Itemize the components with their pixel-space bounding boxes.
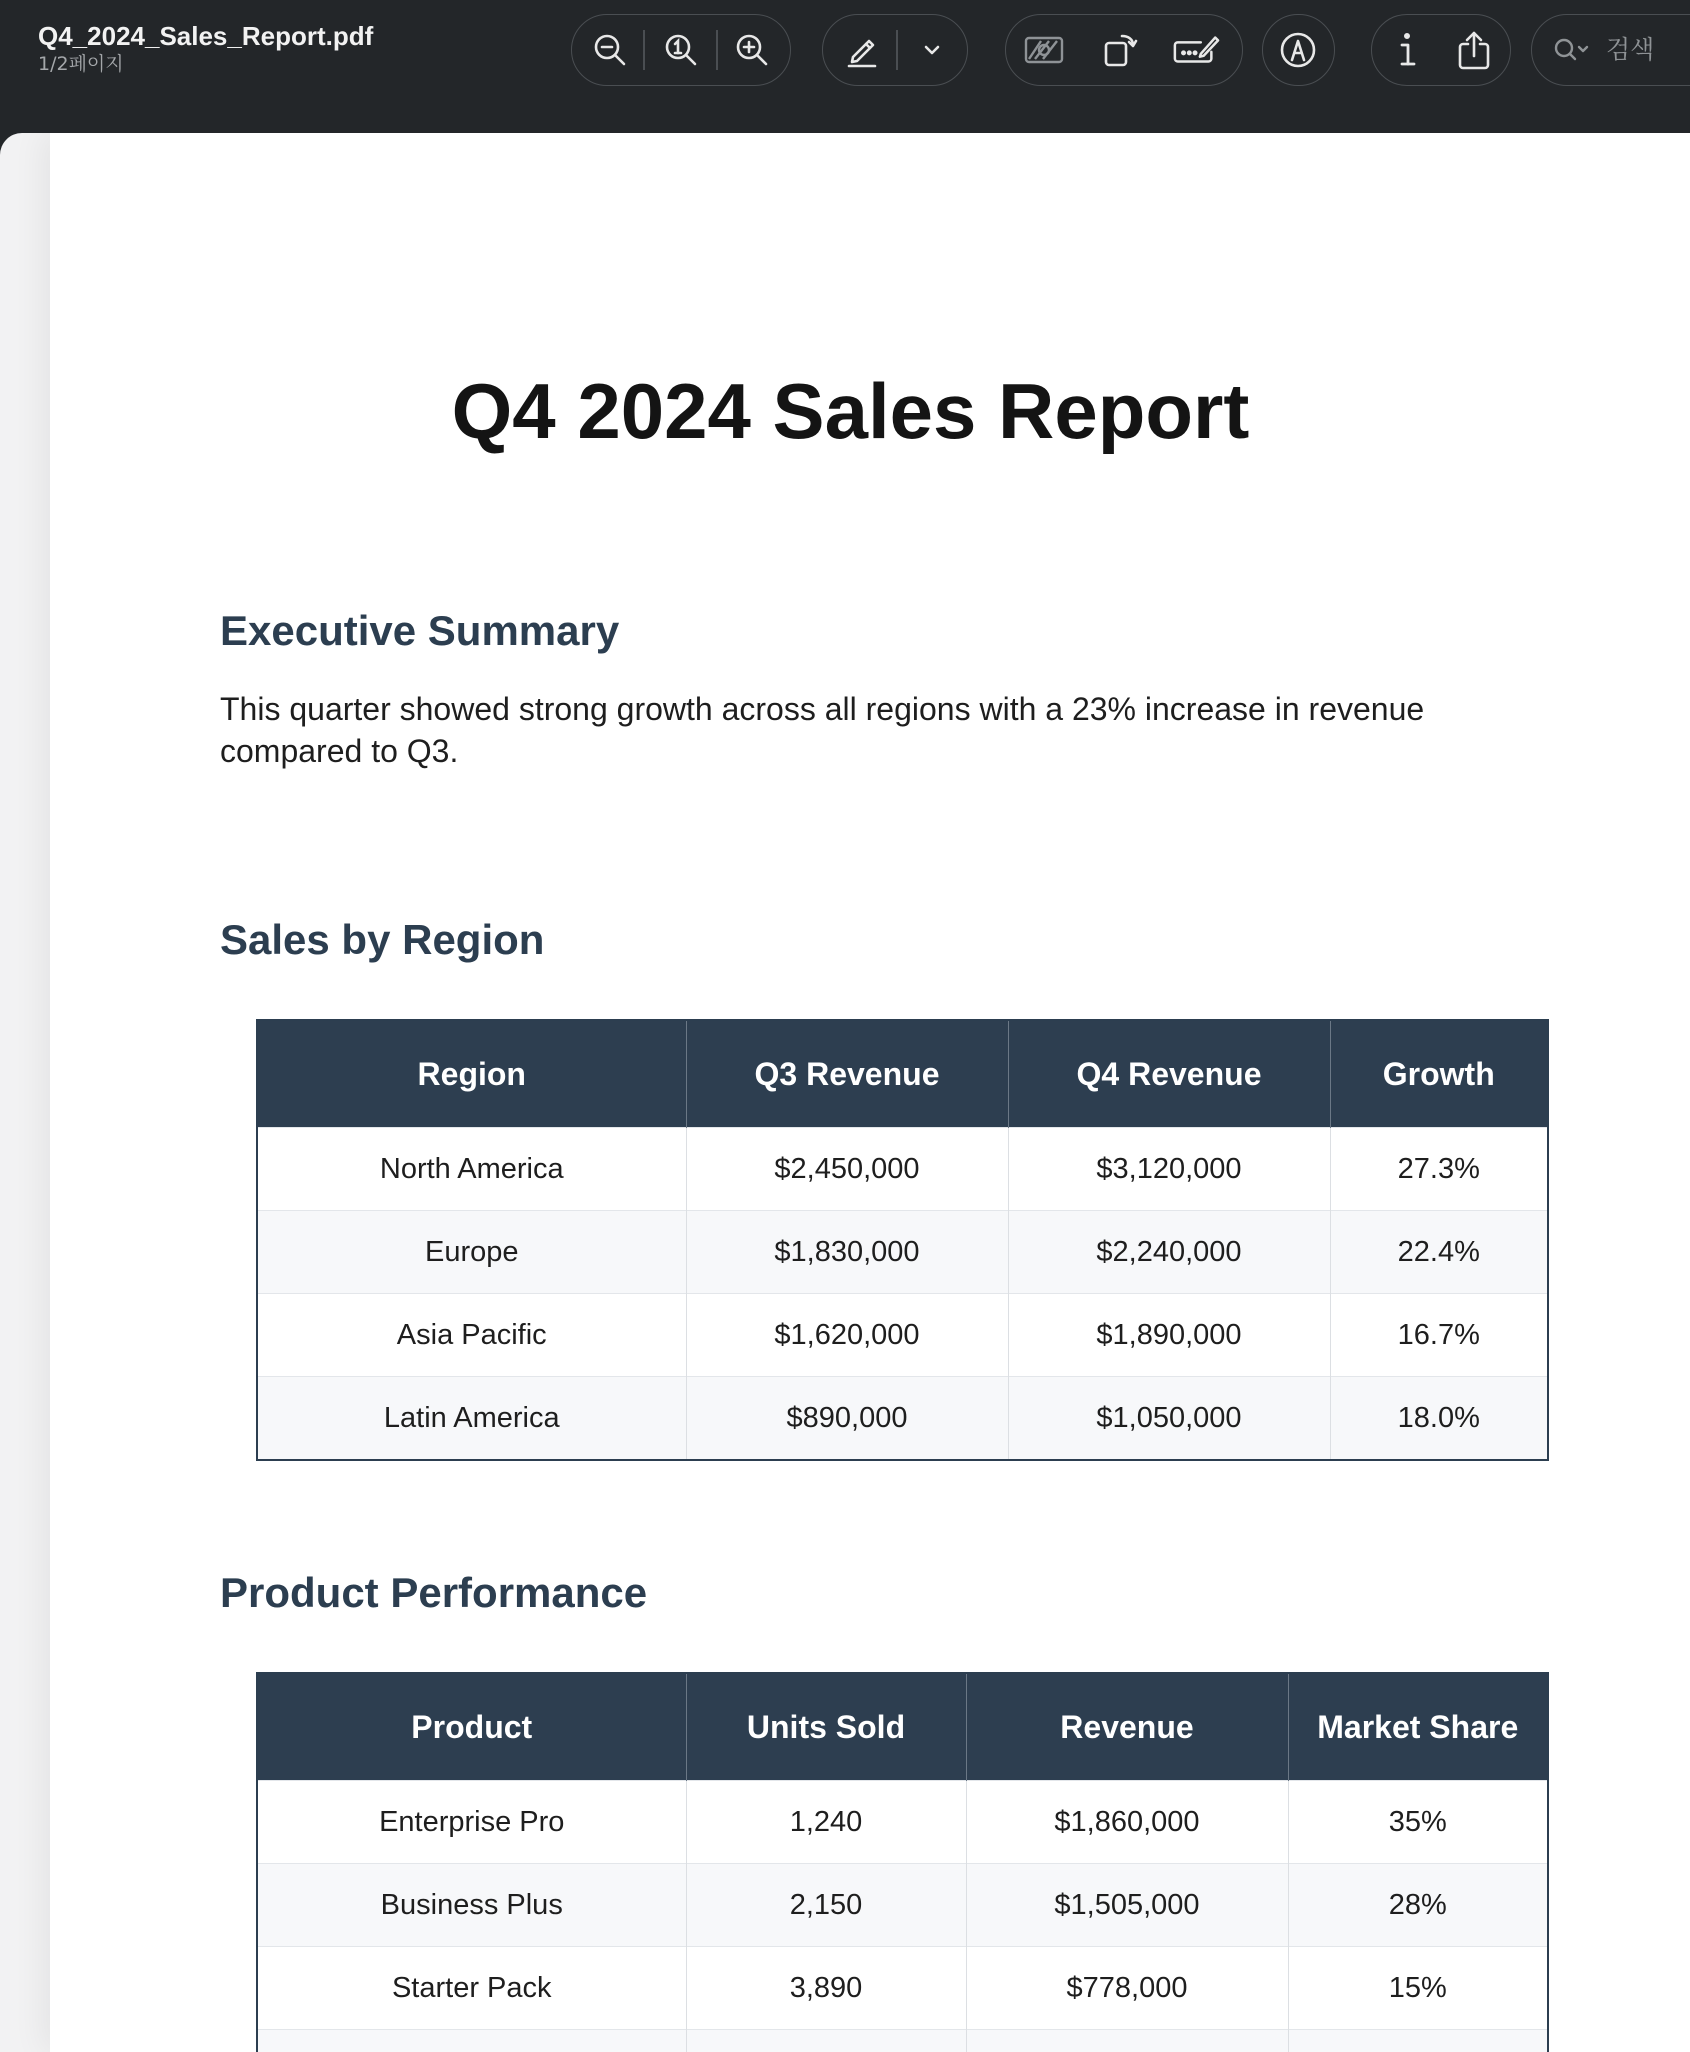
column-header: Market Share [1288,1673,1548,1781]
table-cell: North America [257,1128,686,1211]
table-cell: $1,860,000 [966,1781,1288,1864]
zoom-out-icon [592,32,628,68]
info-button[interactable] [1383,14,1431,86]
table-row [257,1864,1548,1947]
executive-summary-heading: Executive Summary [220,607,620,654]
chevron-down-icon [921,39,943,61]
product-performance-heading: Product Performance [220,1569,648,1616]
zoom-in-button[interactable] [728,14,776,86]
column-header: Product [257,1673,686,1781]
executive-summary-text: This quarter showed strong growth across all regions with a 23% increase in revenue compared to Q3. [220,691,1425,769]
zoom-in-icon [734,32,770,68]
sales-by-region-heading: Sales by Region [220,916,545,963]
report-title: Q4 2024 Sales Report [451,367,1250,455]
table-cell: 35% [1288,1781,1548,1864]
column-header: Q4 Revenue [1008,1020,1330,1128]
table-row [257,1377,1548,1461]
column-header: Q3 Revenue [686,1020,1008,1128]
markup-pen-circle-icon [1278,30,1318,70]
table-row [257,2030,1548,2052]
column-header: Region [257,1020,686,1128]
document-title: Q4_2024_Sales_Report.pdf [38,21,374,51]
table-cell: Business Plus [257,1864,686,1947]
table-cell: 3,890 [686,1947,966,2030]
table-cell: $2,240,000 [1008,1211,1330,1294]
search-placeholder[interactable]: 검색 [1606,35,1655,64]
column-header: Revenue [966,1673,1288,1781]
table-header-row [257,1020,1548,1128]
table-cell: $778,000 [966,1947,1288,2030]
rotate-icon [1100,30,1140,70]
table-cell: 15% [1288,1947,1548,2030]
document-viewport[interactable] [0,133,1690,2052]
table-cell: Enterprise Pro [257,1781,686,1864]
table-cell [686,2030,966,2052]
share-icon [1456,29,1492,71]
table-cell: Europe [257,1211,686,1294]
sales-by-region-table [256,1019,1549,1461]
table-cell: 28% [1288,1864,1548,1947]
table-cell: $1,890,000 [1008,1294,1330,1377]
redact-icon [1023,33,1065,67]
table-cell: 16.7% [1330,1294,1548,1377]
toolbar-divider [643,30,645,70]
toolbar-divider [716,30,718,70]
rotate-button[interactable] [1096,14,1144,86]
markup-button[interactable] [1274,14,1322,86]
table-cell: 18.0% [1330,1377,1548,1461]
table-cell: $890,000 [686,1377,1008,1461]
table-cell: $1,505,000 [966,1864,1288,1947]
table-cell: 2,150 [686,1864,966,1947]
zoom-out-button[interactable] [586,14,634,86]
highlight-options-button[interactable] [908,14,956,86]
search-icon [1552,35,1592,65]
actual-size-icon [663,32,699,68]
page-indicator: 1/2페이지 [38,53,124,75]
form-fill-icon [1172,32,1220,68]
table-cell: 27.3% [1330,1128,1548,1211]
actual-size-button[interactable] [657,14,705,86]
highlighter-pen-icon [843,31,881,69]
table-cell: $1,830,000 [686,1211,1008,1294]
table-row [257,1947,1548,2030]
table-cell [257,2030,686,2052]
table-cell [1288,2030,1548,2052]
form-fill-button[interactable] [1172,14,1220,86]
info-icon [1392,30,1422,70]
redact-button[interactable] [1020,14,1068,86]
search-options-button[interactable] [1550,14,1594,86]
toolbar [0,0,1690,133]
highlight-button[interactable] [838,14,886,86]
table-cell: Latin America [257,1377,686,1461]
table-cell: 22.4% [1330,1211,1548,1294]
table-row [257,1128,1548,1211]
table-cell: $2,450,000 [686,1128,1008,1211]
table-row [257,1294,1548,1377]
document-info [38,20,373,76]
table-cell: $1,620,000 [686,1294,1008,1377]
table-cell: $1,050,000 [1008,1377,1330,1461]
column-header: Units Sold [686,1673,966,1781]
table-row [257,1211,1548,1294]
product-performance-table [256,1672,1549,2052]
toolbar-divider [896,30,898,70]
table-cell [966,2030,1288,2052]
table-cell: Asia Pacific [257,1294,686,1377]
column-header: Growth [1330,1020,1548,1128]
table-row [257,1781,1548,1864]
share-button[interactable] [1450,14,1498,86]
table-cell: $3,120,000 [1008,1128,1330,1211]
table-cell: Starter Pack [257,1947,686,2030]
table-header-row [257,1673,1548,1781]
table-cell: 1,240 [686,1781,966,1864]
